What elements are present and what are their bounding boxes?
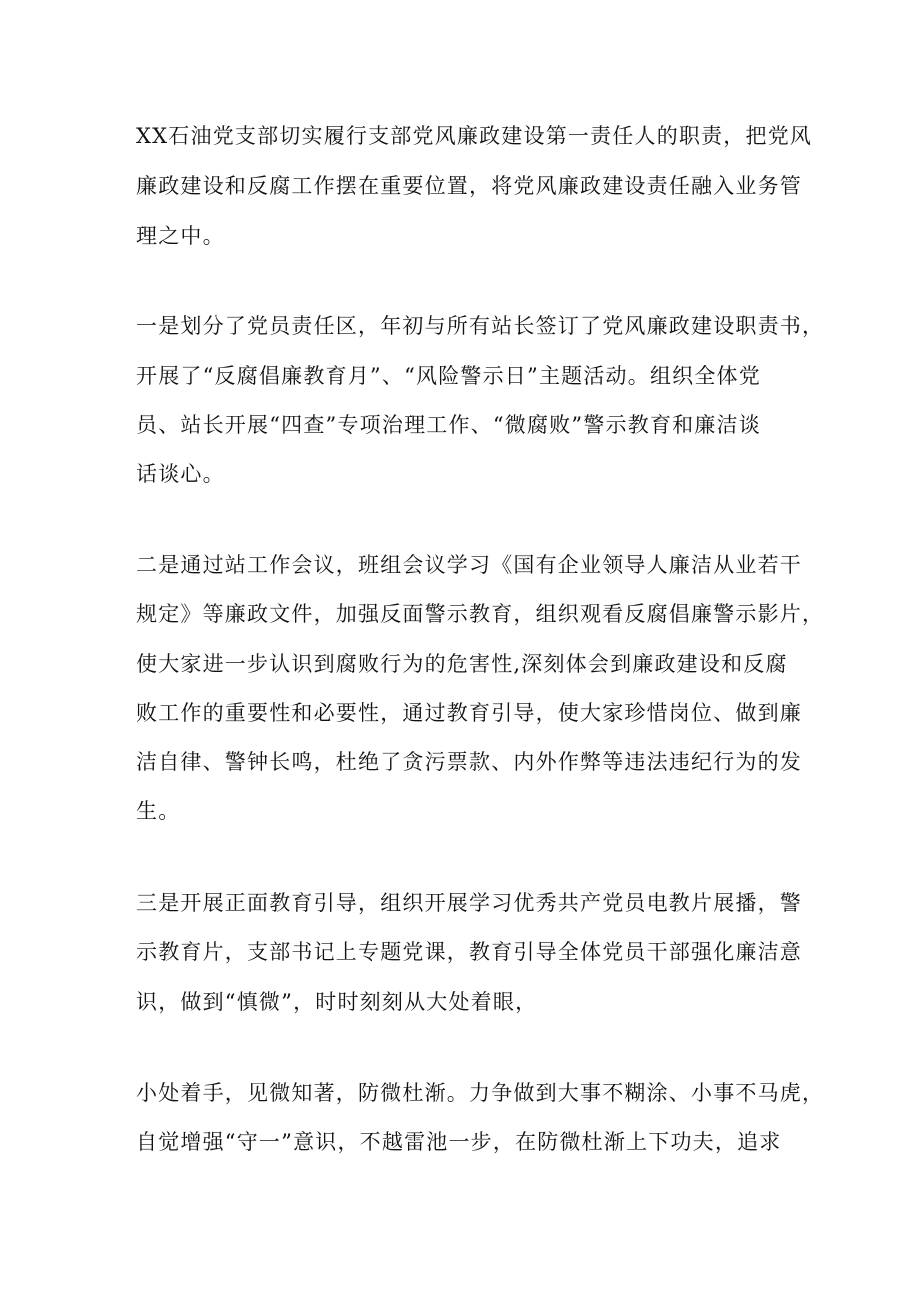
text-line: 三是开展正面教育引导，组织开展学习优秀共产党员电教片展播，警	[136, 891, 802, 915]
text-line: 示教育片，支部书记上专题党课，教育引导全体党员干部强化廉洁意	[136, 940, 802, 964]
text-line: 败工作的重要性和必要性，通过教育引导，使大家珍惜岗位、做到廉	[136, 701, 802, 725]
text-line: 规定》等廉政文件，加强反面警示教育，组织观看反腐倡廉警示影片，	[136, 602, 825, 626]
text-line: 开展了“反腐倡廉教育月”、“风险警示日”主题活动。组织全体党	[136, 364, 761, 388]
text-line: 员、站长开展“四查”专项治理工作、“微腐败”警示教育和廉洁谈	[136, 413, 761, 437]
text-line: 理之中。	[136, 224, 225, 248]
text-line: 话谈心。	[136, 462, 225, 486]
text-line: 一是划分了党员责任区，年初与所有站长签订了党风廉政建设职责书，	[136, 314, 825, 338]
text-line: 小处着手，见微知著，防微杜渐。力争做到大事不糊涂、小事不马虎，	[136, 1081, 825, 1105]
text-line: 洁自律、警钟长鸣，杜绝了贪污票款、内外作弊等违法违纪行为的发	[136, 750, 802, 774]
text-line: 使大家进一步认识到腐败行为的危害性,深刻体会到廉政建设和反腐	[136, 652, 788, 676]
text-line: XX石油党支部切实履行支部党风廉政建设第一责任人的职责，把党风	[136, 124, 813, 148]
text-line: 识，做到“慎微”，时时刻刻从大处着眼，	[136, 990, 538, 1014]
text-line: 自觉增强“守一”意识，不越雷池一步，在防微杜渐上下功夫，追求	[136, 1130, 782, 1154]
text-line: 生。	[136, 799, 181, 823]
text-line: 廉政建设和反腐工作摆在重要位置，将党风廉政建设责任融入业务管	[136, 174, 802, 198]
text-line: 二是通过站工作会议，班组会议学习《国有企业领导人廉洁从业若干	[136, 553, 802, 577]
